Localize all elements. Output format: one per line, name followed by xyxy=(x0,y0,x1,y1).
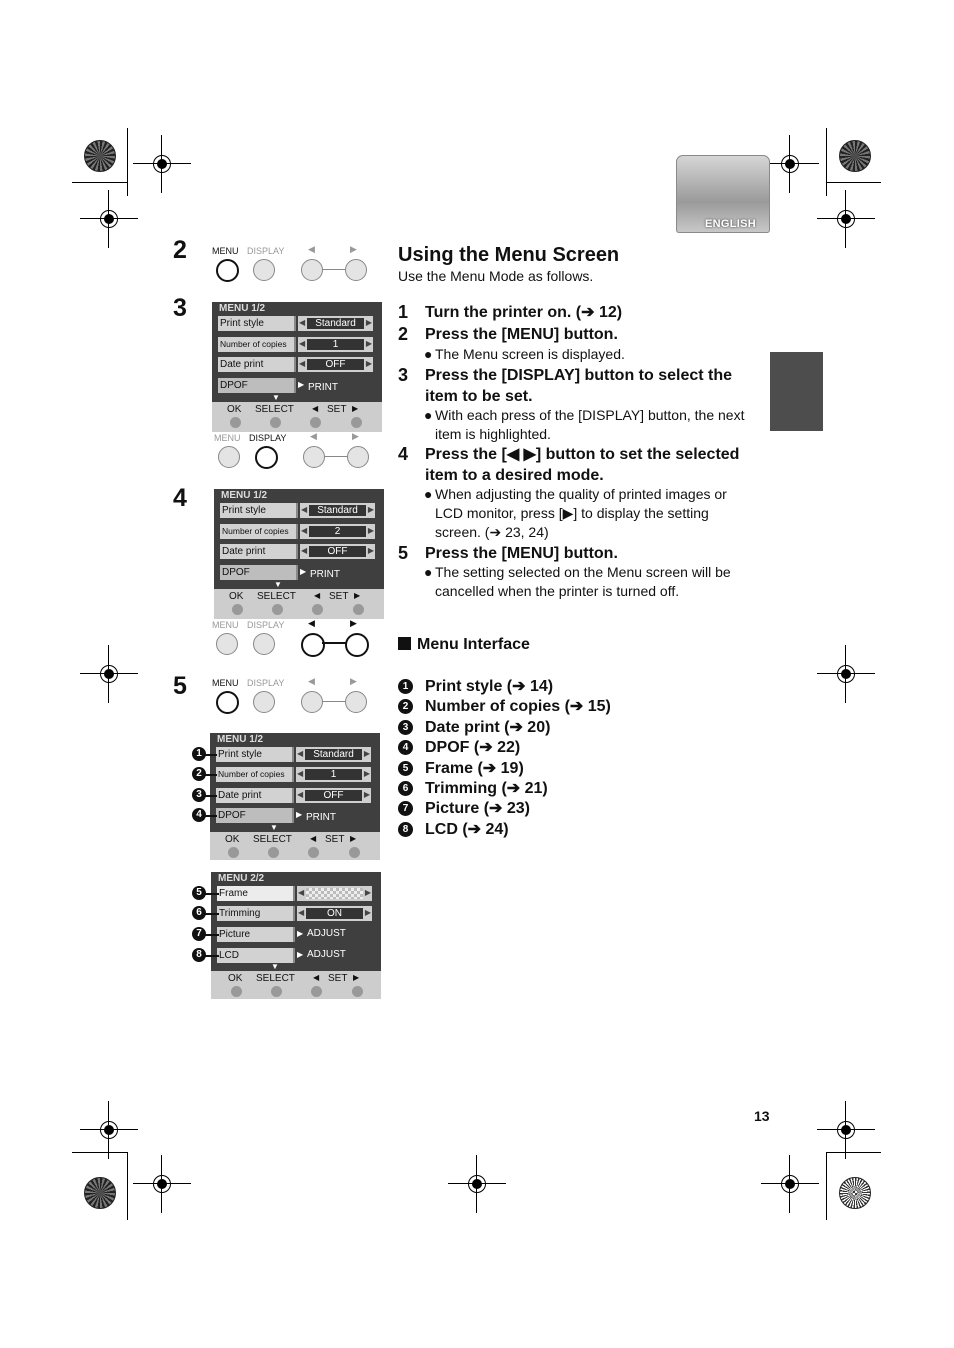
list-item xyxy=(398,758,698,778)
ok-label: OK xyxy=(228,973,243,984)
item-number: 2 xyxy=(398,699,413,714)
left-arrow-icon: ◀ xyxy=(297,749,304,758)
menu-row-value xyxy=(297,886,372,901)
menu-row-copies xyxy=(216,767,371,782)
square-bullet-icon xyxy=(398,637,411,650)
ok-label: OK xyxy=(225,834,240,845)
menu-row-label: Date print xyxy=(220,544,298,559)
down-arrow-icon: ▼ xyxy=(270,823,278,832)
registration-mark xyxy=(779,153,801,175)
right-arrow-icon: ▶ xyxy=(364,888,371,897)
menu-row-label: DPOF xyxy=(216,808,294,823)
callout-line xyxy=(205,893,219,895)
item-number: 8 xyxy=(398,822,413,837)
button-panel xyxy=(212,620,382,660)
menu-row-value xyxy=(300,565,375,580)
menu-row-value xyxy=(300,544,375,559)
footer-dot xyxy=(349,847,360,858)
button-link xyxy=(324,456,349,457)
menu-row-value xyxy=(298,378,373,393)
right-arrow-icon: ▶ xyxy=(297,950,304,959)
right-arrow-icon: ▶ xyxy=(298,380,305,389)
right-arrow-icon: ▶ xyxy=(350,676,357,686)
left-arrow-icon: ◀ xyxy=(308,676,315,686)
item-text: Number of copies (➔ 15) xyxy=(425,698,611,715)
button-link xyxy=(322,642,347,644)
item-text: Trimming (➔ 21) xyxy=(425,780,548,797)
crop-line xyxy=(826,1152,827,1220)
footer-dot xyxy=(312,604,323,615)
left-arrow-icon: ◀ xyxy=(297,790,304,799)
right-arrow-icon: ▶ xyxy=(367,505,374,514)
menu-footer xyxy=(210,832,380,860)
display-button[interactable] xyxy=(253,691,275,713)
right-arrow-icon: ▶ xyxy=(300,567,307,576)
step-note xyxy=(425,406,755,444)
list-item xyxy=(398,676,698,696)
button-link xyxy=(322,701,347,702)
menu-row-copies xyxy=(220,524,375,539)
menu-footer xyxy=(212,402,382,432)
menu-row-label: DPOF xyxy=(218,378,296,393)
item-number: 6 xyxy=(398,781,413,796)
right-arrow-icon: ▶ xyxy=(363,749,370,758)
menu-row-label: Date print xyxy=(216,788,294,803)
footer-dot xyxy=(352,986,363,997)
menu-footer xyxy=(211,971,381,999)
menu-button[interactable] xyxy=(216,691,239,714)
callout-2: 2 xyxy=(192,767,206,781)
item-number: 5 xyxy=(398,761,413,776)
note-text: The setting selected on the Menu screen will be cancelled when the printer is turned off. xyxy=(435,564,731,599)
display-button[interactable] xyxy=(253,259,275,281)
menu-row-value xyxy=(296,767,371,782)
menu-row-dpof xyxy=(216,808,371,823)
value-text: PRINT xyxy=(306,812,336,823)
step-text: Press the [MENU] button. xyxy=(425,545,618,562)
registration-mark xyxy=(98,663,120,685)
right-arrow-icon: ▶ xyxy=(363,790,370,799)
set-label: SET xyxy=(327,404,347,415)
display-label: DISPLAY xyxy=(247,246,285,256)
value-box: OFF xyxy=(307,359,364,370)
menu-screen xyxy=(212,302,382,431)
step-text: Press the [◀ ▶] button to set the selected item to a desired mode. xyxy=(425,446,740,484)
menu-row-dpof xyxy=(220,565,375,580)
callout-line xyxy=(205,913,219,915)
left-arrow-icon: ◀ xyxy=(314,591,321,600)
menu-label: MENU xyxy=(212,620,239,630)
callout-line xyxy=(205,955,219,957)
language-label: ENGLISH xyxy=(705,218,756,230)
frame-pattern xyxy=(306,888,363,899)
menu-row-trimming xyxy=(217,906,372,921)
menu-row-print-style xyxy=(220,503,375,518)
menu-row-label: Print style xyxy=(220,503,298,518)
down-arrow-icon: ▼ xyxy=(274,580,282,589)
crop-line xyxy=(826,128,827,196)
registration-mark xyxy=(466,1173,488,1195)
arrow-button-pair xyxy=(301,259,367,281)
value-box: OFF xyxy=(309,546,366,557)
set-label: SET xyxy=(328,973,348,984)
menu-row-label: Number of copies xyxy=(220,524,298,539)
button-link xyxy=(322,269,347,270)
left-arrow-icon: ◀ xyxy=(313,973,320,982)
right-arrow-icon: ▶ xyxy=(365,359,372,368)
right-arrow-icon: ▶ xyxy=(364,908,371,917)
ok-label: OK xyxy=(227,404,242,415)
item-number: 1 xyxy=(398,679,413,694)
callout-line xyxy=(205,934,219,936)
bullet-icon: ● xyxy=(424,564,433,580)
ok-label: OK xyxy=(229,591,244,602)
menu-row-label: Trimming xyxy=(217,906,295,921)
page-number: 13 xyxy=(754,1108,770,1124)
value-box: Standard xyxy=(307,318,364,329)
select-label: SELECT xyxy=(257,591,296,602)
bullet-icon: ● xyxy=(424,486,433,502)
menu-row-label: DPOF xyxy=(220,565,298,580)
menu-row-value xyxy=(297,948,372,963)
menu-row-date-print xyxy=(220,544,375,559)
menu-screen xyxy=(214,489,384,618)
menu-row-label: Date print xyxy=(218,357,296,372)
menu-row-value xyxy=(298,316,373,331)
menu-row-label: Print style xyxy=(216,747,294,762)
item-text: Date print (➔ 20) xyxy=(425,719,551,736)
item-text: Print style (➔ 14) xyxy=(425,678,554,695)
button-panel xyxy=(212,678,382,718)
menu-label: MENU xyxy=(214,433,241,443)
callout-5: 5 xyxy=(192,886,206,900)
list-item xyxy=(398,798,698,818)
figure-step-label: 5 xyxy=(173,672,187,700)
menu-row-print-style xyxy=(218,316,373,331)
left-button[interactable] xyxy=(303,446,325,468)
item-text: DPOF (➔ 22) xyxy=(425,739,521,756)
menu-row-date-print xyxy=(218,357,373,372)
menu-row-value xyxy=(296,788,371,803)
callout-1: 1 xyxy=(192,747,206,761)
step-note xyxy=(425,485,755,542)
left-button[interactable] xyxy=(301,633,325,657)
footer-dot xyxy=(308,847,319,858)
menu-row-value xyxy=(296,747,371,762)
menu-row-label: Frame xyxy=(217,886,295,901)
right-arrow-icon: ▶ xyxy=(352,431,359,441)
left-arrow-icon: ◀ xyxy=(297,769,304,778)
right-arrow-icon: ▶ xyxy=(350,244,357,254)
value-box: 1 xyxy=(305,769,362,780)
right-arrow-icon: ▶ xyxy=(353,973,360,982)
menu-title: MENU 2/2 xyxy=(218,873,265,884)
item-text: Picture (➔ 23) xyxy=(425,800,530,817)
menu-screen xyxy=(211,872,381,999)
footer-dot xyxy=(310,417,321,428)
value-box: 1 xyxy=(307,339,364,350)
figure-step-label: 3 xyxy=(173,294,187,322)
right-arrow-icon: ▶ xyxy=(352,404,359,413)
crop-line xyxy=(72,1152,127,1153)
down-arrow-icon: ▼ xyxy=(271,962,279,971)
bullet-icon: ● xyxy=(424,346,433,362)
footer-dot xyxy=(268,847,279,858)
menu-row-lcd xyxy=(217,948,372,963)
menu-row-dpof xyxy=(218,378,373,393)
step-text: Turn the printer on. (➔ 12) xyxy=(425,304,623,321)
footer-dot xyxy=(311,986,322,997)
menu-button[interactable] xyxy=(216,259,239,282)
step-text: Press the [DISPLAY] button to select the item to be set. xyxy=(425,367,733,405)
set-label: SET xyxy=(325,834,345,845)
menu-screen xyxy=(210,733,380,860)
left-arrow-icon: ◀ xyxy=(301,505,308,514)
step-number: 5 xyxy=(398,543,409,563)
crop-line xyxy=(826,182,881,183)
right-arrow-icon: ▶ xyxy=(363,769,370,778)
figure-step-label: 4 xyxy=(173,484,187,512)
display-label: DISPLAY xyxy=(247,620,285,630)
footer-dot xyxy=(232,604,243,615)
color-wheel-mark xyxy=(84,140,116,172)
menu-row-value xyxy=(298,357,373,372)
callout-7: 7 xyxy=(192,927,206,941)
callout-line xyxy=(205,795,217,797)
menu-button[interactable] xyxy=(216,633,238,655)
select-label: SELECT xyxy=(253,834,292,845)
left-arrow-icon: ◀ xyxy=(308,244,315,254)
crop-line xyxy=(127,1152,128,1220)
menu-row-label: Print style xyxy=(218,316,296,331)
crop-line xyxy=(826,1152,881,1153)
left-arrow-icon: ◀ xyxy=(298,888,305,897)
note-text: With each press of the [DISPLAY] button, the next item is highlighted. xyxy=(435,407,745,442)
callout-3: 3 xyxy=(192,788,206,802)
right-arrow-icon: ▶ xyxy=(367,546,374,555)
arrow-button-pair xyxy=(303,446,369,468)
interface-heading-text: Menu Interface xyxy=(417,636,530,653)
registration-mark xyxy=(835,1119,857,1141)
footer-dot xyxy=(270,417,281,428)
registration-mark xyxy=(835,208,857,230)
footer-dot xyxy=(272,604,283,615)
step-note xyxy=(425,345,755,364)
list-item xyxy=(398,717,698,737)
left-arrow-icon: ◀ xyxy=(299,339,306,348)
select-label: SELECT xyxy=(255,404,294,415)
right-arrow-icon: ▶ xyxy=(367,526,374,535)
item-number: 3 xyxy=(398,720,413,735)
value-box: 2 xyxy=(309,526,366,537)
menu-label: MENU xyxy=(212,678,239,688)
menu-row-value xyxy=(297,927,372,942)
crop-line xyxy=(127,128,128,196)
callout-4: 4 xyxy=(192,808,206,822)
callout-line xyxy=(205,815,217,817)
left-arrow-icon: ◀ xyxy=(299,359,306,368)
menu-label: MENU xyxy=(212,246,239,256)
select-label: SELECT xyxy=(256,973,295,984)
menu-row-label: Number of copies xyxy=(216,767,294,782)
footer-dot xyxy=(231,986,242,997)
note-text: The Menu screen is displayed. xyxy=(435,346,625,362)
button-panel xyxy=(212,246,382,286)
section-title: Using the Menu Screen xyxy=(398,244,620,266)
value-text: ADJUST xyxy=(307,949,346,960)
registration-mark xyxy=(151,1173,173,1195)
left-button[interactable] xyxy=(301,259,323,281)
step-number: 1 xyxy=(398,302,409,322)
crop-line xyxy=(72,182,127,183)
right-button[interactable] xyxy=(345,633,369,657)
right-arrow-icon: ▶ xyxy=(350,834,357,843)
right-arrow-icon: ▶ xyxy=(354,591,361,600)
step-number: 2 xyxy=(398,324,409,344)
menu-row-value xyxy=(297,906,372,921)
display-button[interactable] xyxy=(253,633,275,655)
right-arrow-icon: ▶ xyxy=(365,339,372,348)
menu-row-value xyxy=(298,337,373,352)
footer-dot xyxy=(228,847,239,858)
registration-mark xyxy=(98,1119,120,1141)
item-number: 4 xyxy=(398,740,413,755)
footer-dot xyxy=(230,417,241,428)
arrow-button-pair xyxy=(301,633,367,655)
right-button[interactable] xyxy=(345,691,367,713)
left-arrow-icon: ◀ xyxy=(298,908,305,917)
callout-line xyxy=(205,754,217,756)
step-number: 3 xyxy=(398,365,409,385)
menu-row-date-print xyxy=(216,788,371,803)
menu-row-label: LCD xyxy=(217,948,295,963)
left-arrow-icon: ◀ xyxy=(310,431,317,441)
language-tab xyxy=(676,155,770,233)
color-wheel-mark xyxy=(839,1177,871,1209)
menu-row-print-style xyxy=(216,747,371,762)
registration-mark xyxy=(835,663,857,685)
footer-dot xyxy=(271,986,282,997)
section-intro: Use the Menu Mode as follows. xyxy=(398,268,594,284)
menu-row-label: Picture xyxy=(217,927,295,942)
list-item xyxy=(398,778,698,798)
interface-heading xyxy=(398,636,530,654)
menu-title: MENU 1/2 xyxy=(219,303,266,314)
right-arrow-icon: ▶ xyxy=(365,318,372,327)
value-box: Standard xyxy=(309,505,366,516)
section-tab xyxy=(770,352,823,431)
left-arrow-icon: ◀ xyxy=(299,318,306,327)
item-text: LCD (➔ 24) xyxy=(425,821,509,838)
right-button[interactable] xyxy=(345,259,367,281)
down-arrow-icon: ▼ xyxy=(272,393,280,402)
right-arrow-icon: ▶ xyxy=(350,618,357,628)
footer-dot xyxy=(353,604,364,615)
value-box: Standard xyxy=(305,749,362,760)
color-wheel-mark xyxy=(84,1177,116,1209)
left-arrow-icon: ◀ xyxy=(301,526,308,535)
note-text: When adjusting the quality of printed images or LCD monitor, press [▶] to display the setting screen. (➔ 23, 24) xyxy=(435,486,727,540)
display-button[interactable] xyxy=(255,446,278,469)
left-arrow-icon: ◀ xyxy=(310,834,317,843)
right-arrow-icon: ▶ xyxy=(297,929,304,938)
registration-mark xyxy=(779,1173,801,1195)
arrow-button-pair xyxy=(301,691,367,713)
menu-row-value xyxy=(296,808,371,823)
footer-dot xyxy=(351,417,362,428)
menu-button[interactable] xyxy=(218,446,240,468)
figure-step-label: 2 xyxy=(173,236,187,264)
list-item xyxy=(398,819,698,839)
list-item xyxy=(398,737,698,757)
value-text: PRINT xyxy=(308,382,338,393)
menu-row-frame xyxy=(217,886,372,901)
item-number: 7 xyxy=(398,801,413,816)
step-note xyxy=(425,563,755,601)
menu-footer xyxy=(214,589,384,619)
callout-line xyxy=(205,774,217,776)
left-button[interactable] xyxy=(301,691,323,713)
list-item xyxy=(398,696,698,716)
display-label: DISPLAY xyxy=(247,678,285,688)
left-arrow-icon: ◀ xyxy=(312,404,319,413)
menu-row-picture xyxy=(217,927,372,942)
menu-row-value xyxy=(300,503,375,518)
menu-row-label: Number of copies xyxy=(218,337,296,352)
color-wheel-mark xyxy=(839,140,871,172)
callout-8: 8 xyxy=(192,948,206,962)
menu-row-copies xyxy=(218,337,373,352)
step-text: Press the [MENU] button. xyxy=(425,326,618,343)
left-arrow-icon: ◀ xyxy=(301,546,308,555)
bullet-icon: ● xyxy=(424,407,433,423)
value-text: PRINT xyxy=(310,569,340,580)
registration-mark xyxy=(98,208,120,230)
menu-title: MENU 1/2 xyxy=(217,734,264,745)
button-panel xyxy=(212,433,382,473)
display-label: DISPLAY xyxy=(249,433,287,443)
step-number: 4 xyxy=(398,444,409,464)
value-box: OFF xyxy=(305,790,362,801)
set-label: SET xyxy=(329,591,349,602)
left-arrow-icon: ◀ xyxy=(308,618,315,628)
registration-mark xyxy=(151,153,173,175)
item-text: Frame (➔ 19) xyxy=(425,760,524,777)
right-arrow-icon: ▶ xyxy=(296,810,303,819)
menu-row-value xyxy=(300,524,375,539)
value-text: ADJUST xyxy=(307,928,346,939)
value-box: ON xyxy=(306,908,363,919)
right-button[interactable] xyxy=(347,446,369,468)
callout-6: 6 xyxy=(192,906,206,920)
menu-title: MENU 1/2 xyxy=(221,490,268,501)
